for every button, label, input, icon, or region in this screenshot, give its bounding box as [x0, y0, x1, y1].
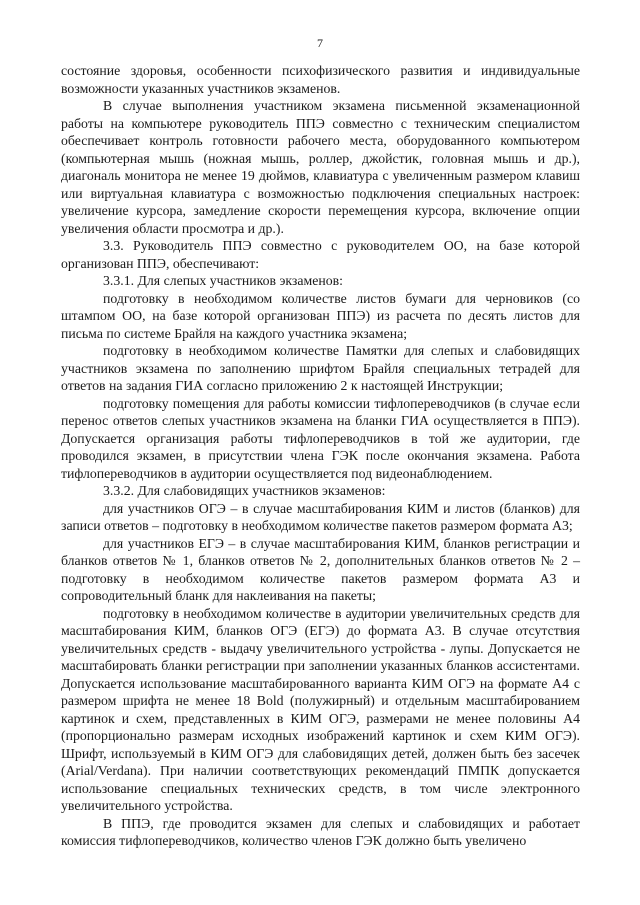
paragraph-gek-members: В ППЭ, где проводится экзамен для слепых и слабовидящих и работает комиссия тифлопереводчиков, количество членов ГЭК должно быть увеличено — [61, 815, 580, 848]
paragraph-health-conditions: состояние здоровья, особенности психофизического развития и индивидуальные возможности указанных участников экзаменов. — [61, 63, 580, 96]
paragraph-draft-sheets: подготовку в необходимом количестве листов бумаги для черновиков (со штампом ОО, на базе которой организован ППЭ) из расчета по десять листов для письма по системе Брайля на каждого участника экзамена; — [61, 290, 580, 341]
paragraph-section-3-3-1-heading: 3.3.1. Для слепых участников экзаменов: — [103, 273, 343, 288]
paragraph-typhlo-room: подготовку помещения для работы комиссии тифлопереводчиков (в случае если перенос ответов слепых участников экзамена на бланки ГИА осуществляется в ППЭ). Допускается организация работы тифлопереводчиков в той же аудитории, где проводился экзамен, в присутствии члена ГЭК после окончания экзамена. Работа тифлопереводчиков в аудитории осуществляется под видеонаблюдением. — [61, 395, 580, 481]
paragraph-computer-workplace: В случае выполнения участником экзамена письменной экзаменационной работы на компьютере руководитель ППЭ совместно с техническим специалистом обеспечивает контроль готовности рабочего места, оборудованного компьютером (компьютерная мышь (ножная мышь, роллер, джойстик, головная мышь и др.), диагональ монитора не менее 19 дюймов, клавиатура с увеличенным размером клавиш или виртуальная клавиатура с возможностью подключения специальных настроек: увеличение курсора, замедление скорости перемещения курсора, включение опции увеличения области просмотра и др.). — [61, 98, 580, 236]
paragraph-braille-memo: подготовку в необходимом количестве Памятки для слепых и слабовидящих участников экзамена по заполнению шрифтом Брайля специальных тетрадей для ответов на задания ГИА согласно приложению 2 к настоящей Инструкции; — [61, 343, 580, 393]
paragraph-ege-scaling: для участников ЕГЭ – в случае масштабирования КИМ, бланков регистрации и бланков ответов № 1, бланков ответов № 2, дополнительных бланков ответов № 2 – подготовку в необходимом количестве пакетов размером формата А3 и сопроводительный бланк для наклеивания на пакеты; — [61, 535, 580, 603]
page-number: 7 — [317, 36, 323, 50]
paragraph-magnifiers: подготовку в необходимом количестве в аудитории увеличительных средств для масштабирования КИМ, бланков ОГЭ (ЕГЭ) до формата А3. В случае отсутствия увеличительных средств - выдачу увеличительного устройства - лупы. Допускается не масштабировать бланки регистрации при заполнении указанных бланков ассистентами. Допускается использование масштабированного варианта КИМ ОГЭ на формате А4 с размером шрифта не менее 18 Bold (полужирный) и отдельным масштабированием картинок и схем, представленных в КИМ ОГЭ, размерами не менее половины А4 (пропорционально размерам исходных изображений картинок и схем КИМ ОГЭ). Шрифт, используемый в КИМ ОГЭ для слабовидящих детей, должен быть без засечек (Arial/Verdana). При наличии соответствующих рекомендаций ПМПК допускается использование специальных технических средств, в том числе электронного увеличительного устройства. — [61, 605, 580, 813]
document-body — [61, 62, 580, 850]
paragraph-section-3-3-2-heading: 3.3.2. Для слабовидящих участников экзаменов: — [103, 483, 386, 498]
paragraph-section-3-3: 3.3. Руководитель ППЭ совместно с руководителем ОО, на базе которой организован ППЭ, обеспечивают: — [61, 238, 580, 271]
paragraph-oge-scaling: для участников ОГЭ – в случае масштабирования КИМ и листов (бланков) для записи ответов – подготовку в необходимом количестве пакетов размером формата А3; — [61, 500, 580, 533]
